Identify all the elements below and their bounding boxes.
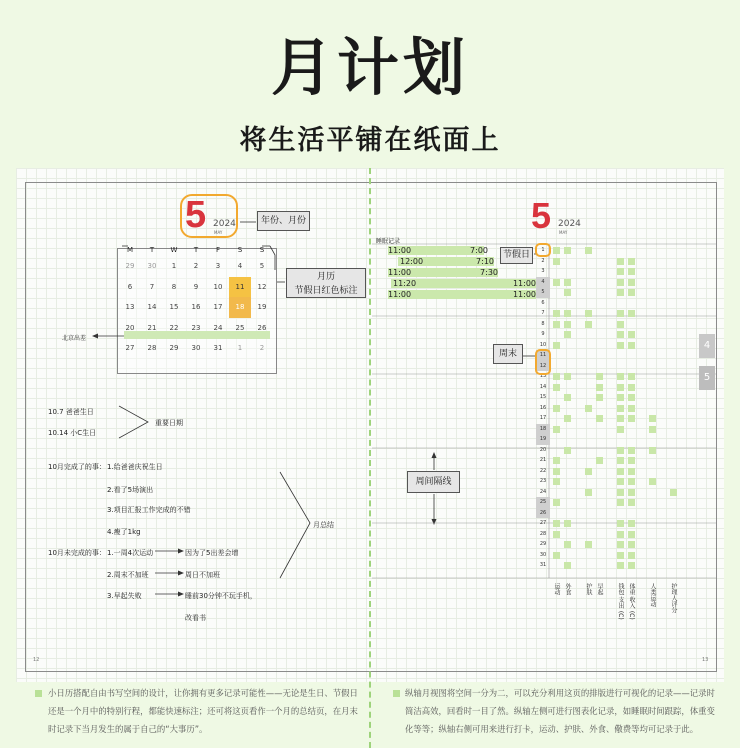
- habit-check-cell: [617, 384, 624, 391]
- day-number-weekend: 12: [536, 361, 550, 372]
- habit-check-cell: [628, 478, 635, 485]
- habit-check-cell: [553, 321, 560, 328]
- right-year: 2024: [558, 219, 581, 229]
- calendar-day: 15: [169, 303, 179, 311]
- caption-bullet: [35, 690, 42, 697]
- habit-check-cell: [628, 279, 635, 286]
- habit-check-cell: [553, 373, 560, 380]
- habit-check-cell: [553, 520, 560, 527]
- habit-check-cell: [585, 489, 592, 496]
- habit-check-cell: [628, 552, 635, 559]
- day-number: 22: [539, 467, 547, 474]
- tracker-column-header: 体重 收入 (C): [628, 583, 635, 620]
- calendar-day: 25: [235, 323, 245, 332]
- habit-check-cell: [628, 268, 635, 275]
- callout-calendar-line2: 节假日红色标注: [294, 286, 358, 296]
- tracker-column-header: 运动: [553, 583, 560, 595]
- habit-check-cell: [564, 310, 571, 317]
- birthday-1: 10.7 爸爸生日: [48, 408, 94, 416]
- calendar-day: 30: [191, 344, 201, 352]
- habit-check-cell: [553, 531, 560, 538]
- weekend-highlight-ring: [535, 349, 551, 375]
- habit-check-cell: [649, 415, 656, 422]
- calendar-day: 20: [125, 323, 135, 332]
- calendar-day: 4: [237, 262, 243, 270]
- habit-check-cell: [553, 468, 560, 475]
- habit-check-cell: [617, 468, 624, 475]
- habit-check-cell: [596, 457, 603, 464]
- habit-check-cell: [617, 562, 624, 569]
- calendar-day: 8: [171, 282, 177, 291]
- habit-check-cell: [585, 247, 592, 254]
- habit-check-cell: [649, 478, 656, 485]
- habit-check-cell: [617, 489, 624, 496]
- habit-check-cell: [617, 531, 624, 538]
- habit-check-cell: [553, 426, 560, 433]
- page-subtitle: 将生活平铺在纸面上: [239, 125, 501, 156]
- habit-check-cell: [553, 499, 560, 506]
- day-number-weekend: 26: [536, 508, 550, 519]
- habit-check-cell: [628, 468, 635, 475]
- done-item: 1.给爸爸庆祝生日: [107, 463, 163, 471]
- calendar-day: 9: [193, 282, 199, 291]
- weekday-label: F: [215, 246, 221, 254]
- tracker-column-header: 护理人评分: [670, 583, 677, 613]
- habit-check-cell: [628, 520, 635, 527]
- habit-check-cell: [596, 373, 603, 380]
- habit-check-cell: [628, 562, 635, 569]
- left-page-number: 12: [33, 657, 40, 663]
- sleep-bar: [388, 268, 498, 277]
- habit-check-cell: [553, 478, 560, 485]
- weekday-label: T: [193, 246, 199, 254]
- habit-check-cell: [564, 321, 571, 328]
- habit-check-cell: [564, 541, 571, 548]
- habit-check-cell: [553, 279, 560, 286]
- undone-plan: 3.早起失败: [107, 592, 142, 600]
- calendar-day: 29: [125, 262, 135, 270]
- habit-check-cell: [617, 457, 624, 464]
- sleep-bar: [398, 257, 494, 266]
- sleep-end: 7:00: [470, 246, 488, 255]
- right-page-number: 13: [702, 657, 709, 663]
- habit-check-cell: [670, 489, 677, 496]
- habit-check-cell: [628, 489, 635, 496]
- left-month-en: MAY: [214, 230, 223, 235]
- calendar-day: 31: [213, 344, 223, 352]
- calendar-day: 14: [147, 303, 157, 311]
- day-number-weekend: 25: [536, 497, 550, 508]
- month-tab-5[interactable]: 5: [699, 366, 715, 390]
- habit-check-cell: [628, 258, 635, 265]
- day-number: 16: [539, 404, 547, 411]
- sleep-bar: [388, 290, 536, 299]
- undone-reason: 周日不加班: [185, 571, 220, 579]
- calendar-day: 1: [171, 262, 177, 270]
- habit-check-cell: [617, 415, 624, 422]
- habit-check-cell: [585, 310, 592, 317]
- weekday-label: W: [170, 246, 178, 254]
- tracker-column-header: 外食: [564, 583, 571, 595]
- habit-check-cell: [617, 321, 624, 328]
- left-year: 2024: [213, 219, 236, 229]
- calendar-day: 21: [147, 323, 157, 332]
- calendar-day: 26: [257, 323, 267, 332]
- sleep-bar: [388, 246, 488, 255]
- right-month-en: MAY: [559, 230, 568, 235]
- weekday-label: M: [126, 246, 134, 254]
- day-number: 9: [541, 331, 545, 337]
- calendar-day: 3: [215, 262, 221, 270]
- weekday-label: T: [149, 246, 155, 254]
- calendar-day: 10: [213, 282, 223, 291]
- habit-check-cell: [564, 279, 571, 286]
- day-number: 29: [539, 541, 547, 547]
- tracker-column-header: 钱包 支出 (C): [617, 583, 624, 620]
- calendar-day-holiday: 18: [229, 297, 251, 318]
- calendar-day-holiday: 11: [229, 277, 251, 298]
- tracker-column-header: 早起: [596, 583, 603, 595]
- habit-check-cell: [564, 289, 571, 296]
- habit-check-cell: [628, 342, 635, 349]
- calendar-day: 30: [147, 262, 157, 270]
- habit-check-cell: [553, 457, 560, 464]
- habit-check-cell: [564, 562, 571, 569]
- day-number: 1: [541, 247, 545, 253]
- habit-check-cell: [628, 457, 635, 464]
- habit-check-cell: [617, 478, 624, 485]
- habit-check-cell: [617, 373, 624, 380]
- sleep-record-title: 睡眠记录: [376, 238, 401, 245]
- habit-check-cell: [553, 384, 560, 391]
- sleep-start: 11:00: [388, 268, 412, 277]
- habit-check-cell: [596, 384, 603, 391]
- calendar-day: 29: [169, 344, 179, 352]
- habit-check-cell: [617, 268, 624, 275]
- weekday-label: S: [237, 246, 243, 254]
- day-number-weekend: 11: [536, 350, 550, 361]
- habit-check-cell: [617, 520, 624, 527]
- undone-title: 10月未完成的事：: [48, 549, 106, 557]
- day-number: 21: [539, 457, 547, 463]
- undone-reason: 睡前30分钟不玩手机，: [185, 592, 257, 600]
- day-number: 6: [541, 299, 545, 306]
- sleep-bar: [391, 279, 536, 288]
- calendar-day: 22: [169, 323, 179, 332]
- habit-check-cell: [553, 258, 560, 265]
- done-title: 10月完成了的事：: [48, 463, 106, 471]
- undone-reason: 因为了5出差会增: [185, 549, 239, 557]
- trip-label: 北京出差: [62, 335, 87, 342]
- habit-check-cell: [553, 247, 560, 254]
- right-month-number: 5: [531, 195, 552, 236]
- habit-check-cell: [553, 342, 560, 349]
- day-number: 17: [539, 415, 547, 421]
- habit-check-cell: [596, 394, 603, 401]
- caption-bullet: [393, 690, 400, 697]
- habit-check-cell: [564, 394, 571, 401]
- day-number: 15: [539, 394, 547, 400]
- calendar-day: 17: [213, 303, 223, 311]
- day-number: 13: [539, 373, 547, 379]
- sleep-start: 12:00: [400, 257, 424, 266]
- calendar-day: 24: [213, 323, 223, 332]
- day-number: 27: [539, 520, 547, 526]
- day-number: 20: [539, 446, 547, 453]
- day-number: 8: [541, 320, 545, 327]
- habit-check-cell: [628, 499, 635, 506]
- callout-year-month: 年份、月份: [257, 211, 310, 231]
- habit-check-cell: [628, 310, 635, 317]
- day-number: 10: [539, 341, 547, 348]
- calendar-day: 5: [259, 262, 265, 270]
- habit-check-cell: [564, 247, 571, 254]
- caption-left: 小日历搭配自由书写空间的设计，让你拥有更多记录可能性——无论是生日、节假日还是一个月中的特别行程，都能快速标注；还可将这页看作一个月的总结页，在月末时记录下当月发生的属于自己的“大事历”。: [48, 688, 358, 734]
- tracker-column-header: 人类运动: [649, 583, 656, 607]
- habit-check-cell: [553, 405, 560, 412]
- day-number: 30: [539, 551, 547, 558]
- calendar-day: 2: [193, 262, 199, 270]
- habit-check-cell: [617, 279, 624, 286]
- holiday-highlight-ring: [535, 243, 551, 257]
- habit-check-cell: [596, 415, 603, 422]
- calendar-day: 12: [257, 282, 267, 291]
- habit-check-cell: [617, 552, 624, 559]
- habit-check-cell: [617, 310, 624, 317]
- habit-check-cell: [585, 468, 592, 475]
- left-month-number: 5: [185, 194, 207, 236]
- habit-check-cell: [617, 289, 624, 296]
- sleep-end: 11:00: [512, 279, 536, 288]
- calendar-day: 23: [191, 323, 201, 332]
- habit-check-cell: [628, 384, 635, 391]
- habit-check-cell: [617, 447, 624, 454]
- day-number: 28: [539, 530, 547, 537]
- habit-check-cell: [617, 342, 624, 349]
- calendar-day: 7: [149, 282, 155, 291]
- callout-weekend: 周末: [493, 344, 523, 364]
- day-column: [536, 245, 550, 571]
- sleep-end: 11:00: [512, 290, 536, 299]
- caption-right: 纵轴月视图将空间一分为二，可以充分利用这页的排版进行可视化的记录——记录时简洁高效，回看时一目了然。纵轴左侧可进行图表化记录，如睡眠时间跟踪，体重变化等等；纵轴右侧可用来进行打卡，运动、护肤、外食、儆费等均可记录于此。: [405, 688, 715, 734]
- habit-check-cell: [617, 258, 624, 265]
- summary-label: 月总结: [313, 521, 334, 529]
- weekday-label: S: [259, 246, 265, 254]
- page-title: 月计划: [270, 31, 469, 104]
- day-number: 24: [539, 488, 547, 495]
- habit-check-cell: [617, 426, 624, 433]
- calendar-day: 2: [259, 344, 265, 352]
- callout-holiday: 节假日: [500, 247, 533, 264]
- habit-check-cell: [617, 541, 624, 548]
- calendar-day: 16: [191, 303, 201, 311]
- calendar-day: 28: [147, 344, 157, 352]
- habit-check-cell: [628, 289, 635, 296]
- habit-check-cell: [617, 405, 624, 412]
- habit-check-cell: [628, 373, 635, 380]
- day-number: 14: [539, 383, 547, 390]
- habit-check-cell: [617, 394, 624, 401]
- undone-extra: 改看书: [185, 614, 206, 622]
- important-dates-label: 重要日期: [155, 419, 183, 427]
- day-number: 31: [539, 562, 547, 568]
- day-number-weekend: 19: [536, 434, 550, 445]
- habit-check-cell: [649, 447, 656, 454]
- habit-check-cell: [628, 415, 635, 422]
- habit-check-cell: [585, 405, 592, 412]
- done-item: 2.看了5场演出: [107, 486, 154, 494]
- habit-check-cell: [617, 499, 624, 506]
- habit-check-cell: [628, 394, 635, 401]
- calendar-day: 13: [125, 303, 135, 311]
- sleep-end: 7:30: [480, 268, 498, 277]
- calendar-day: 19: [257, 303, 267, 311]
- habit-check-cell: [617, 331, 624, 338]
- habit-check-cell: [628, 447, 635, 454]
- habit-check-cell: [585, 541, 592, 548]
- habit-check-cell: [564, 447, 571, 454]
- habit-check-cell: [564, 331, 571, 338]
- habit-check-cell: [564, 520, 571, 527]
- habit-check-cell: [628, 541, 635, 548]
- sleep-start: 11:00: [388, 290, 412, 299]
- day-number-weekend: 4: [536, 277, 550, 288]
- day-number: 3: [541, 268, 545, 274]
- month-tab-4[interactable]: 4: [699, 334, 715, 358]
- habit-check-cell: [585, 321, 592, 328]
- calendar-day: 27: [125, 344, 135, 352]
- sleep-end: 7:10: [476, 257, 494, 266]
- calendar-day: 1: [237, 344, 243, 352]
- habit-check-cell: [564, 415, 571, 422]
- sleep-start: 11:20: [393, 279, 417, 288]
- habit-check-cell: [553, 552, 560, 559]
- undone-plan: 2.周末不加班: [107, 571, 149, 579]
- callout-calendar-line1: 月历: [316, 272, 335, 282]
- done-item: 4.瘦了1kg: [107, 528, 141, 536]
- day-number: 7: [541, 310, 545, 316]
- undone-plan: 1.一周4次运动: [107, 549, 154, 557]
- habit-check-cell: [628, 405, 635, 412]
- birthday-2: 10.14 小C生日: [48, 429, 97, 437]
- day-number-weekend: 5: [536, 287, 550, 298]
- habit-check-cell: [628, 331, 635, 338]
- callout-week-divider: 周间隔线: [407, 471, 460, 493]
- habit-check-cell: [649, 426, 656, 433]
- done-item: 3.项目汇报工作完成的不错: [107, 506, 191, 514]
- tracker-column-header: 护肤: [585, 583, 592, 595]
- day-number: 2: [541, 257, 545, 264]
- habit-check-cell: [628, 531, 635, 538]
- habit-check-cell: [553, 310, 560, 317]
- day-number-weekend: 18: [536, 424, 550, 435]
- day-number: 23: [539, 478, 547, 484]
- calendar-day: 6: [127, 282, 133, 291]
- sleep-start: 11:00: [388, 246, 412, 255]
- habit-check-cell: [564, 373, 571, 380]
